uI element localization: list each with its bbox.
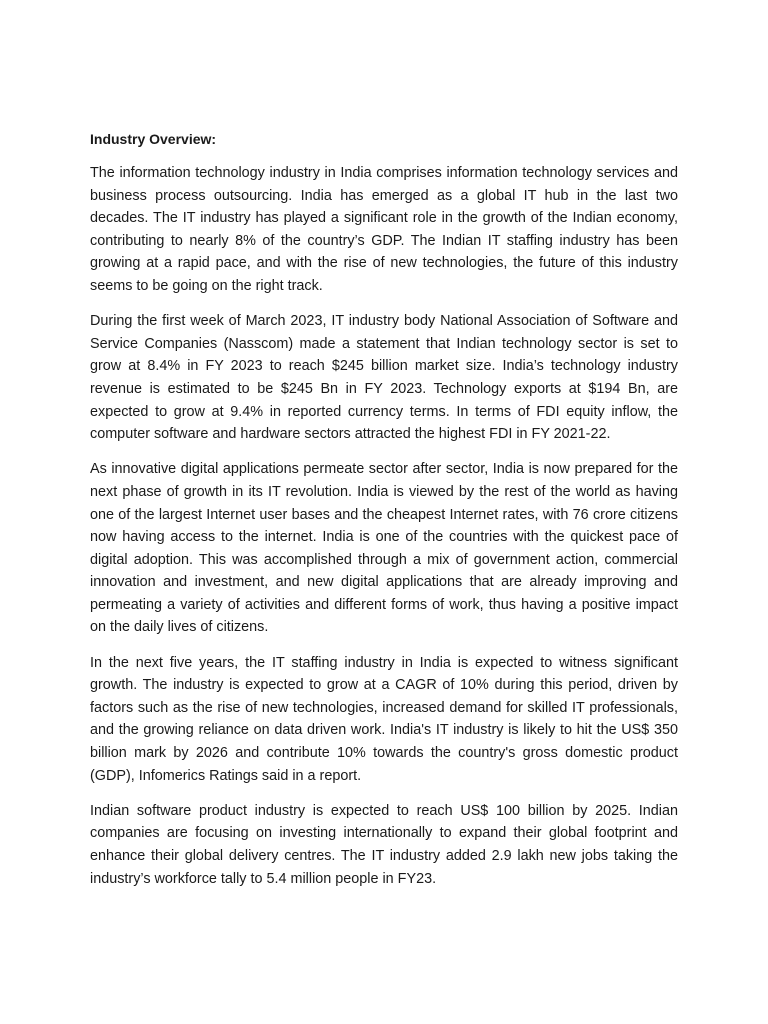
paragraph-digital-adoption: As innovative digital applications permeate sector after sector, India is now prepared for the next phase of growth in its IT revolution. India is viewed by the rest of the world as having one of the largest Internet user bases and the cheapest Internet rates, with 76 crore citizens now having access to the internet. India is one of the countries with the quickest pace of digital adoption. This was accomplished through a mix of government action, commercial innovation and investment, and new digital applications that are already improving and permeating a variety of activities and different forms of work, thus having a positive impact on the daily lives of citizens. bbox=[90, 461, 678, 636]
paragraph-industry-intro: The information technology industry in India comprises information technology services and business process outsourcing. India has emerged as a global IT hub in the last two decades. The IT industry has played a significant role in the growth of the Indian economy, contributing to nearly 8% of the country’s GDP. The Indian IT staffing industry has been growing at a rapid pace, and with the rise of new technologies, the future of this industry seems to be going on the right track. bbox=[90, 165, 678, 294]
paragraph-software-product: Indian software product industry is expected to reach US$ 100 billion by 2025. Indian companies are focusing on investing internationally to expand their global footprint and enhance their global delivery centres. The IT industry added 2.9 lakh new jobs taking the industry’s workforce tally to 5.4 million people in FY23. bbox=[90, 802, 678, 887]
paragraph-nasscom-statement: During the first week of March 2023, IT industry body National Association of Software and Service Companies (Nasscom) made a statement that Indian technology sector is set to grow at 8.4% in FY 2023 to reach $245 billion market size. India’s technology industry revenue is estimated to be $245 Bn in FY 2023. Technology exports at $194 Bn, are expected to grow at 9.4% in reported currency terms. In terms of FDI equity inflow, the computer software and hardware sectors attracted the highest FDI in FY 2021-22. bbox=[90, 313, 678, 443]
document-page bbox=[90, 128, 678, 903]
section-heading: Industry Overview: bbox=[90, 131, 217, 147]
paragraph-growth-outlook: In the next five years, the IT staffing industry in India is expected to witness significant growth. The industry is expected to grow at a CAGR of 10% during this period, driven by factors such as the rise of new technologies, increased demand for skilled IT professionals, and the growing reliance on data driven work. India's IT industry is likely to hit the US$ 350 billion mark by 2026 and contribute 10% towards the country's gross domestic product (GDP), Infomerics Ratings said in a report. bbox=[90, 654, 678, 784]
